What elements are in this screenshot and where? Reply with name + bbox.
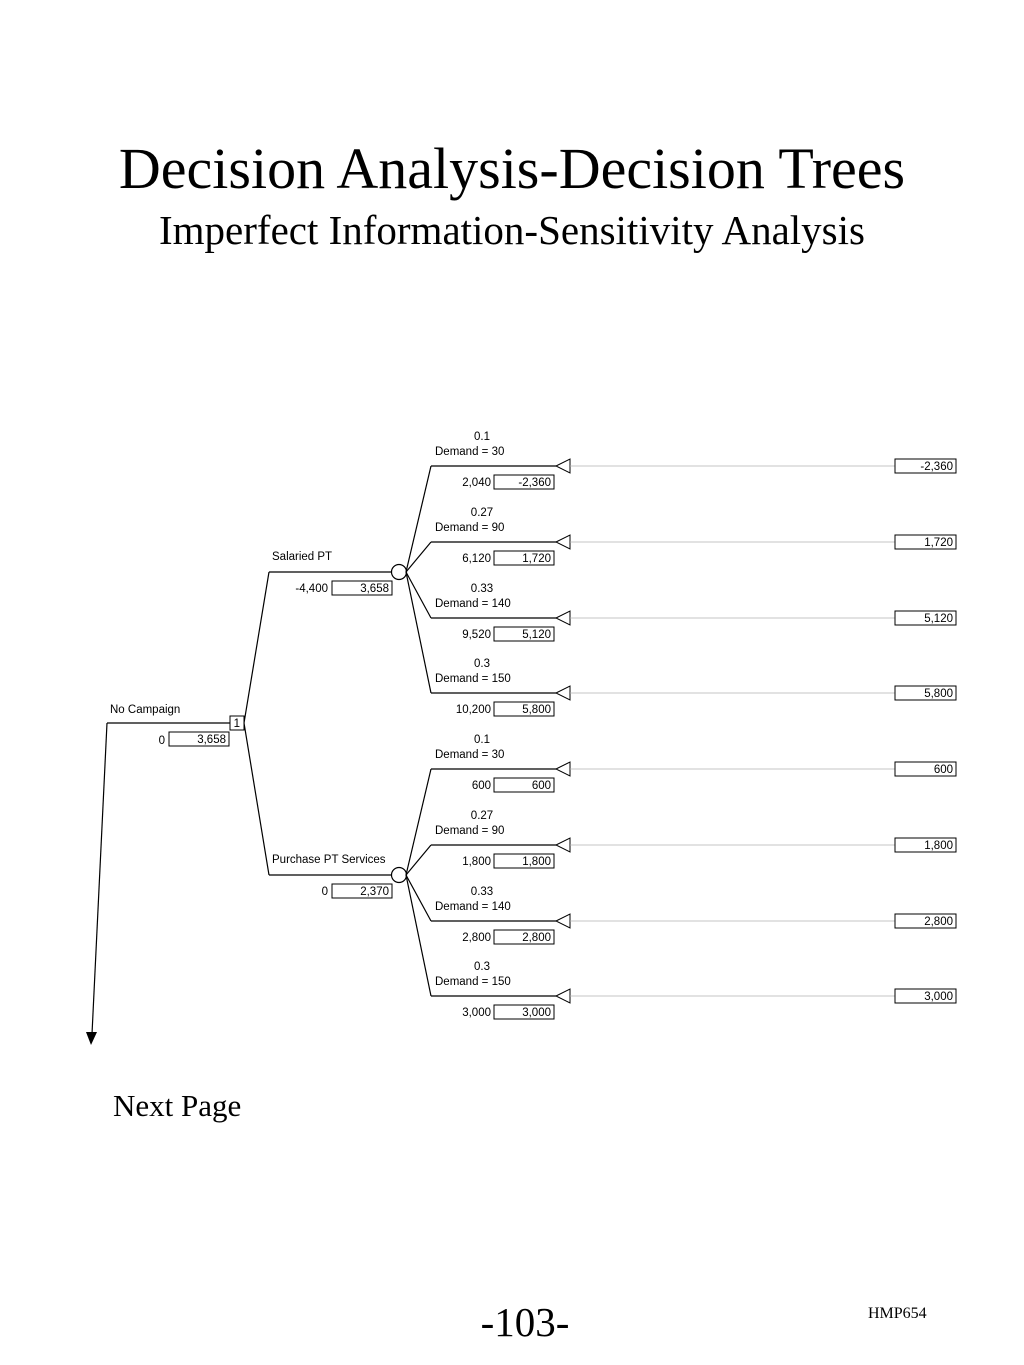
outcome-0-3-end-value: 5,800 <box>924 688 953 700</box>
outcome-0-2-probability: 0.33 <box>470 583 494 595</box>
outcome-1-3-event: Demand = 150 <box>435 976 511 988</box>
outcome-0-2-payoff: 9,520 <box>462 629 491 641</box>
page-number: -103- <box>480 1299 570 1345</box>
outcome-1-1-end-value: 1,800 <box>924 840 953 852</box>
outcome-1-0-terminal-triangle <box>556 762 570 776</box>
outcome-0-3-terminal-triangle <box>556 686 570 700</box>
outcome-1-2-terminal-triangle <box>556 914 570 928</box>
outcome-0-1-value: 1,720 <box>522 553 551 565</box>
outcome-0-1-payoff: 6,120 <box>462 553 491 565</box>
outcome-0-3-event: Demand = 150 <box>435 673 511 685</box>
outcome-0-2-terminal-triangle <box>556 611 570 625</box>
outcome-0-1-terminal-triangle <box>556 535 570 549</box>
outcome-0-0-terminal-triangle <box>556 459 570 473</box>
branch-value-0: 3,658 <box>360 583 389 595</box>
outcome-0-2-connector <box>406 572 431 618</box>
outcome-0-0-end-value: -2,360 <box>920 461 953 473</box>
outcome-0-0-probability: 0.1 <box>474 431 490 443</box>
outcome-1-0-end-value: 600 <box>933 764 953 776</box>
outcome-1-3-connector <box>406 875 431 996</box>
outcome-1-2-end-value: 2,800 <box>924 916 953 928</box>
continuation-arrow-line <box>92 723 107 1034</box>
outcome-0-3-probability: 0.3 <box>474 658 490 670</box>
outcome-0-3-value: 5,800 <box>522 704 551 716</box>
branch-cost-0: -4,400 <box>295 583 328 595</box>
outcome-1-3-end-value: 3,000 <box>924 991 953 1003</box>
branch-value-1: 2,370 <box>360 886 389 898</box>
outcome-0-3-payoff: 10,200 <box>455 704 491 716</box>
outcome-1-3-value: 3,000 <box>522 1007 551 1019</box>
outcome-1-2-value: 2,800 <box>522 932 551 944</box>
outcome-1-3-terminal-triangle <box>556 989 570 1003</box>
next-page-link[interactable]: Next Page <box>113 1088 242 1123</box>
course-code: HMP654 <box>868 1305 927 1322</box>
outcome-0-0-value: -2,360 <box>518 477 551 489</box>
outcome-1-2-probability: 0.33 <box>470 886 494 898</box>
outcome-0-1-event: Demand = 90 <box>435 522 505 534</box>
page-title: Decision Analysis-Decision Trees <box>118 136 906 201</box>
branch-cost-1: 0 <box>321 886 328 898</box>
branch-label-1: Purchase PT Services <box>272 854 386 866</box>
outcome-1-1-probability: 0.27 <box>470 810 494 822</box>
outcome-1-1-payoff: 1,800 <box>462 856 491 868</box>
decision-node-id: 1 <box>233 718 240 730</box>
root-label: No Campaign <box>110 704 181 716</box>
outcome-1-3-payoff: 3,000 <box>462 1007 491 1019</box>
chance-node-circle-0 <box>392 565 407 580</box>
outcome-1-2-event: Demand = 140 <box>435 901 511 913</box>
outcome-0-2-event: Demand = 140 <box>435 598 511 610</box>
outcome-0-3-connector <box>406 572 431 693</box>
page-subtitle: Imperfect Information-Sensitivity Analysis <box>159 207 865 253</box>
outcome-1-0-event: Demand = 30 <box>435 749 505 761</box>
outcome-0-0-payoff: 2,040 <box>462 477 491 489</box>
chance-node-circle-1 <box>392 868 407 883</box>
outcome-0-1-probability: 0.27 <box>470 507 494 519</box>
root-value: 3,658 <box>197 734 226 746</box>
decision-connector-0 <box>244 572 269 723</box>
outcome-0-2-end-value: 5,120 <box>924 613 953 625</box>
root-cost: 0 <box>158 735 165 747</box>
outcome-1-2-connector <box>406 875 431 921</box>
outcome-1-1-event: Demand = 90 <box>435 825 505 837</box>
outcome-1-1-terminal-triangle <box>556 838 570 852</box>
outcome-1-0-payoff: 600 <box>471 780 491 792</box>
outcome-0-0-event: Demand = 30 <box>435 446 505 458</box>
outcome-1-0-probability: 0.1 <box>474 734 490 746</box>
outcome-0-1-end-value: 1,720 <box>924 537 953 549</box>
outcome-0-2-value: 5,120 <box>522 629 551 641</box>
outcome-1-0-value: 600 <box>531 780 551 792</box>
branch-label-0: Salaried PT <box>272 551 333 563</box>
outcome-1-2-payoff: 2,800 <box>462 932 491 944</box>
outcome-1-1-value: 1,800 <box>522 856 551 868</box>
outcome-1-3-probability: 0.3 <box>474 961 490 973</box>
arrow-down-icon <box>86 1032 97 1045</box>
decision-connector-1 <box>244 723 269 875</box>
